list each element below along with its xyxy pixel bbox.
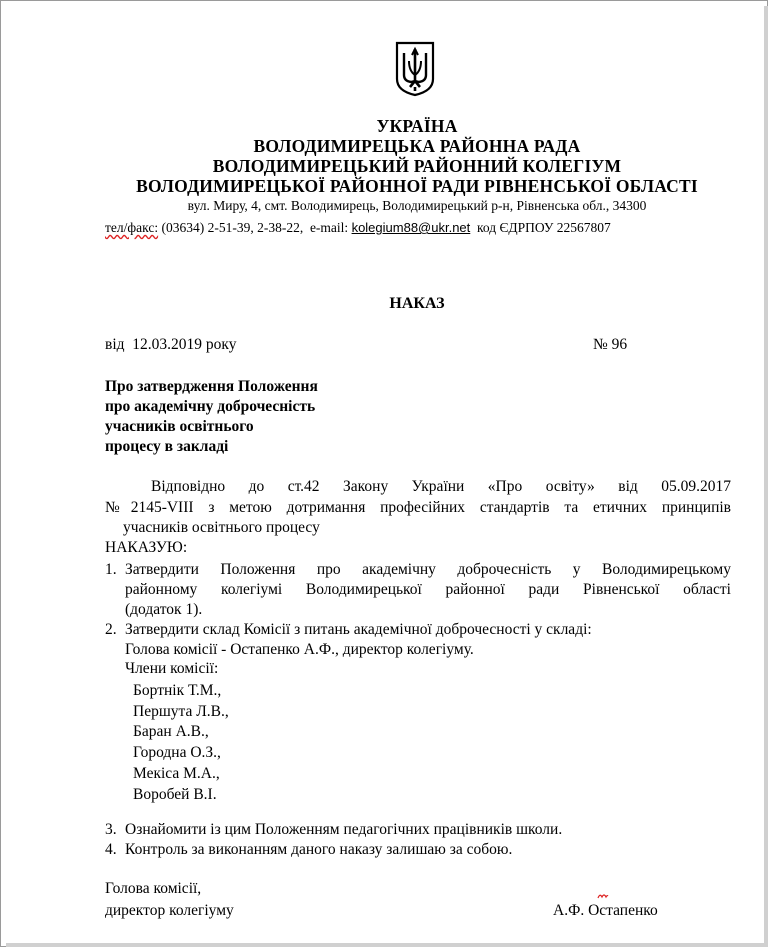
preamble-line: №2145-VIII з метою дотримання професійних стандартів та етичних принципів bbox=[105, 499, 731, 516]
subject-line: учасників освітнього bbox=[105, 418, 254, 435]
signature-name: А.Ф. Остапенко bbox=[553, 902, 658, 919]
order-word: НАКАЗУЮ: bbox=[105, 539, 188, 556]
preamble-line: учасників освітнього процесу bbox=[123, 519, 320, 536]
member: Баран А.В., bbox=[133, 723, 209, 740]
header-contacts bbox=[105, 220, 745, 236]
item-3: Ознайомити із цим Положенням педагогічних працівників школи. bbox=[125, 821, 563, 838]
item-number: 2. bbox=[105, 621, 117, 638]
member: Городна О.З., bbox=[133, 744, 221, 761]
header-council: ВОЛОДИМИРЕЦЬКА РАЙОННА РАДА bbox=[253, 136, 581, 156]
item-2-line: Затвердити склад Комісії з питань академічної доброчесності у складі: bbox=[125, 621, 592, 638]
coat-of-arms-icon bbox=[395, 41, 435, 97]
preamble-line: Відповідно до ст.42 Закону України «Про освіту» від 05.09.2017 bbox=[151, 478, 731, 495]
order-title: НАКАЗ bbox=[389, 295, 445, 312]
header-country: УКРАЇНА bbox=[376, 116, 458, 136]
page-shadow bbox=[6, 943, 768, 947]
subject-line: процесу в закладі bbox=[105, 438, 229, 455]
subject-line: Про затвердження Положення bbox=[105, 378, 318, 395]
item-4: Контроль за виконанням даного наказу залишаю за собою. bbox=[125, 841, 513, 858]
email-link[interactable]: kolegium88@ukr.net bbox=[351, 220, 471, 235]
order-number: № 96 bbox=[593, 336, 628, 353]
order-date: від 12.03.2019 року bbox=[105, 336, 237, 353]
member: Мекіса М.А., bbox=[133, 765, 220, 782]
members-label: Члени комісії: bbox=[125, 660, 219, 677]
signature-role: Голова комісії, bbox=[105, 880, 202, 897]
item-1-line: (додаток 1). bbox=[125, 601, 203, 618]
member: Першута Л.В., bbox=[133, 703, 229, 720]
commission-chair: Голова комісії - Остапенко А.Ф., директор колегіуму. bbox=[125, 641, 474, 658]
signature-role: директор колегіуму bbox=[105, 902, 234, 919]
item-number: 1. bbox=[105, 561, 117, 578]
header-institution-2: ВОЛОДИМИРЕЦЬКОЇ РАЙОННОЇ РАДИ РІВНЕНСЬКОЇ ОБЛАСТІ bbox=[136, 176, 698, 196]
item-1-line: районному колегіумі Володимирецької районної ради Рівненської області bbox=[125, 581, 731, 598]
spellcheck-mark-icon bbox=[597, 892, 609, 900]
header-address: вул. Миру, 4, смт. Володимирець, Володимирецький р-н, Рівненська обл., 34300 bbox=[187, 198, 647, 213]
member: Бортнік Т.М., bbox=[133, 682, 222, 699]
header-institution: ВОЛОДИМИРЕЦЬКИЙ РАЙОННИЙ КОЛЕГІУМ bbox=[212, 156, 622, 176]
item-1-line: Затвердити Положення про академічну доброчесність у Володимирецькому bbox=[125, 561, 731, 578]
member: Воробей В.І. bbox=[133, 786, 217, 803]
item-number: 4. bbox=[105, 841, 117, 858]
phone-label: тел/факс: bbox=[105, 220, 159, 235]
subject-line: про академічну доброчесність bbox=[105, 398, 316, 415]
page-shadow bbox=[764, 6, 768, 947]
phone-value: (03634) 2-51-39, 2-38-22, e-mail: bbox=[158, 220, 352, 235]
item-number: 3. bbox=[105, 821, 117, 838]
edrpou-code: код ЄДРПОУ 22567807 bbox=[470, 220, 611, 235]
